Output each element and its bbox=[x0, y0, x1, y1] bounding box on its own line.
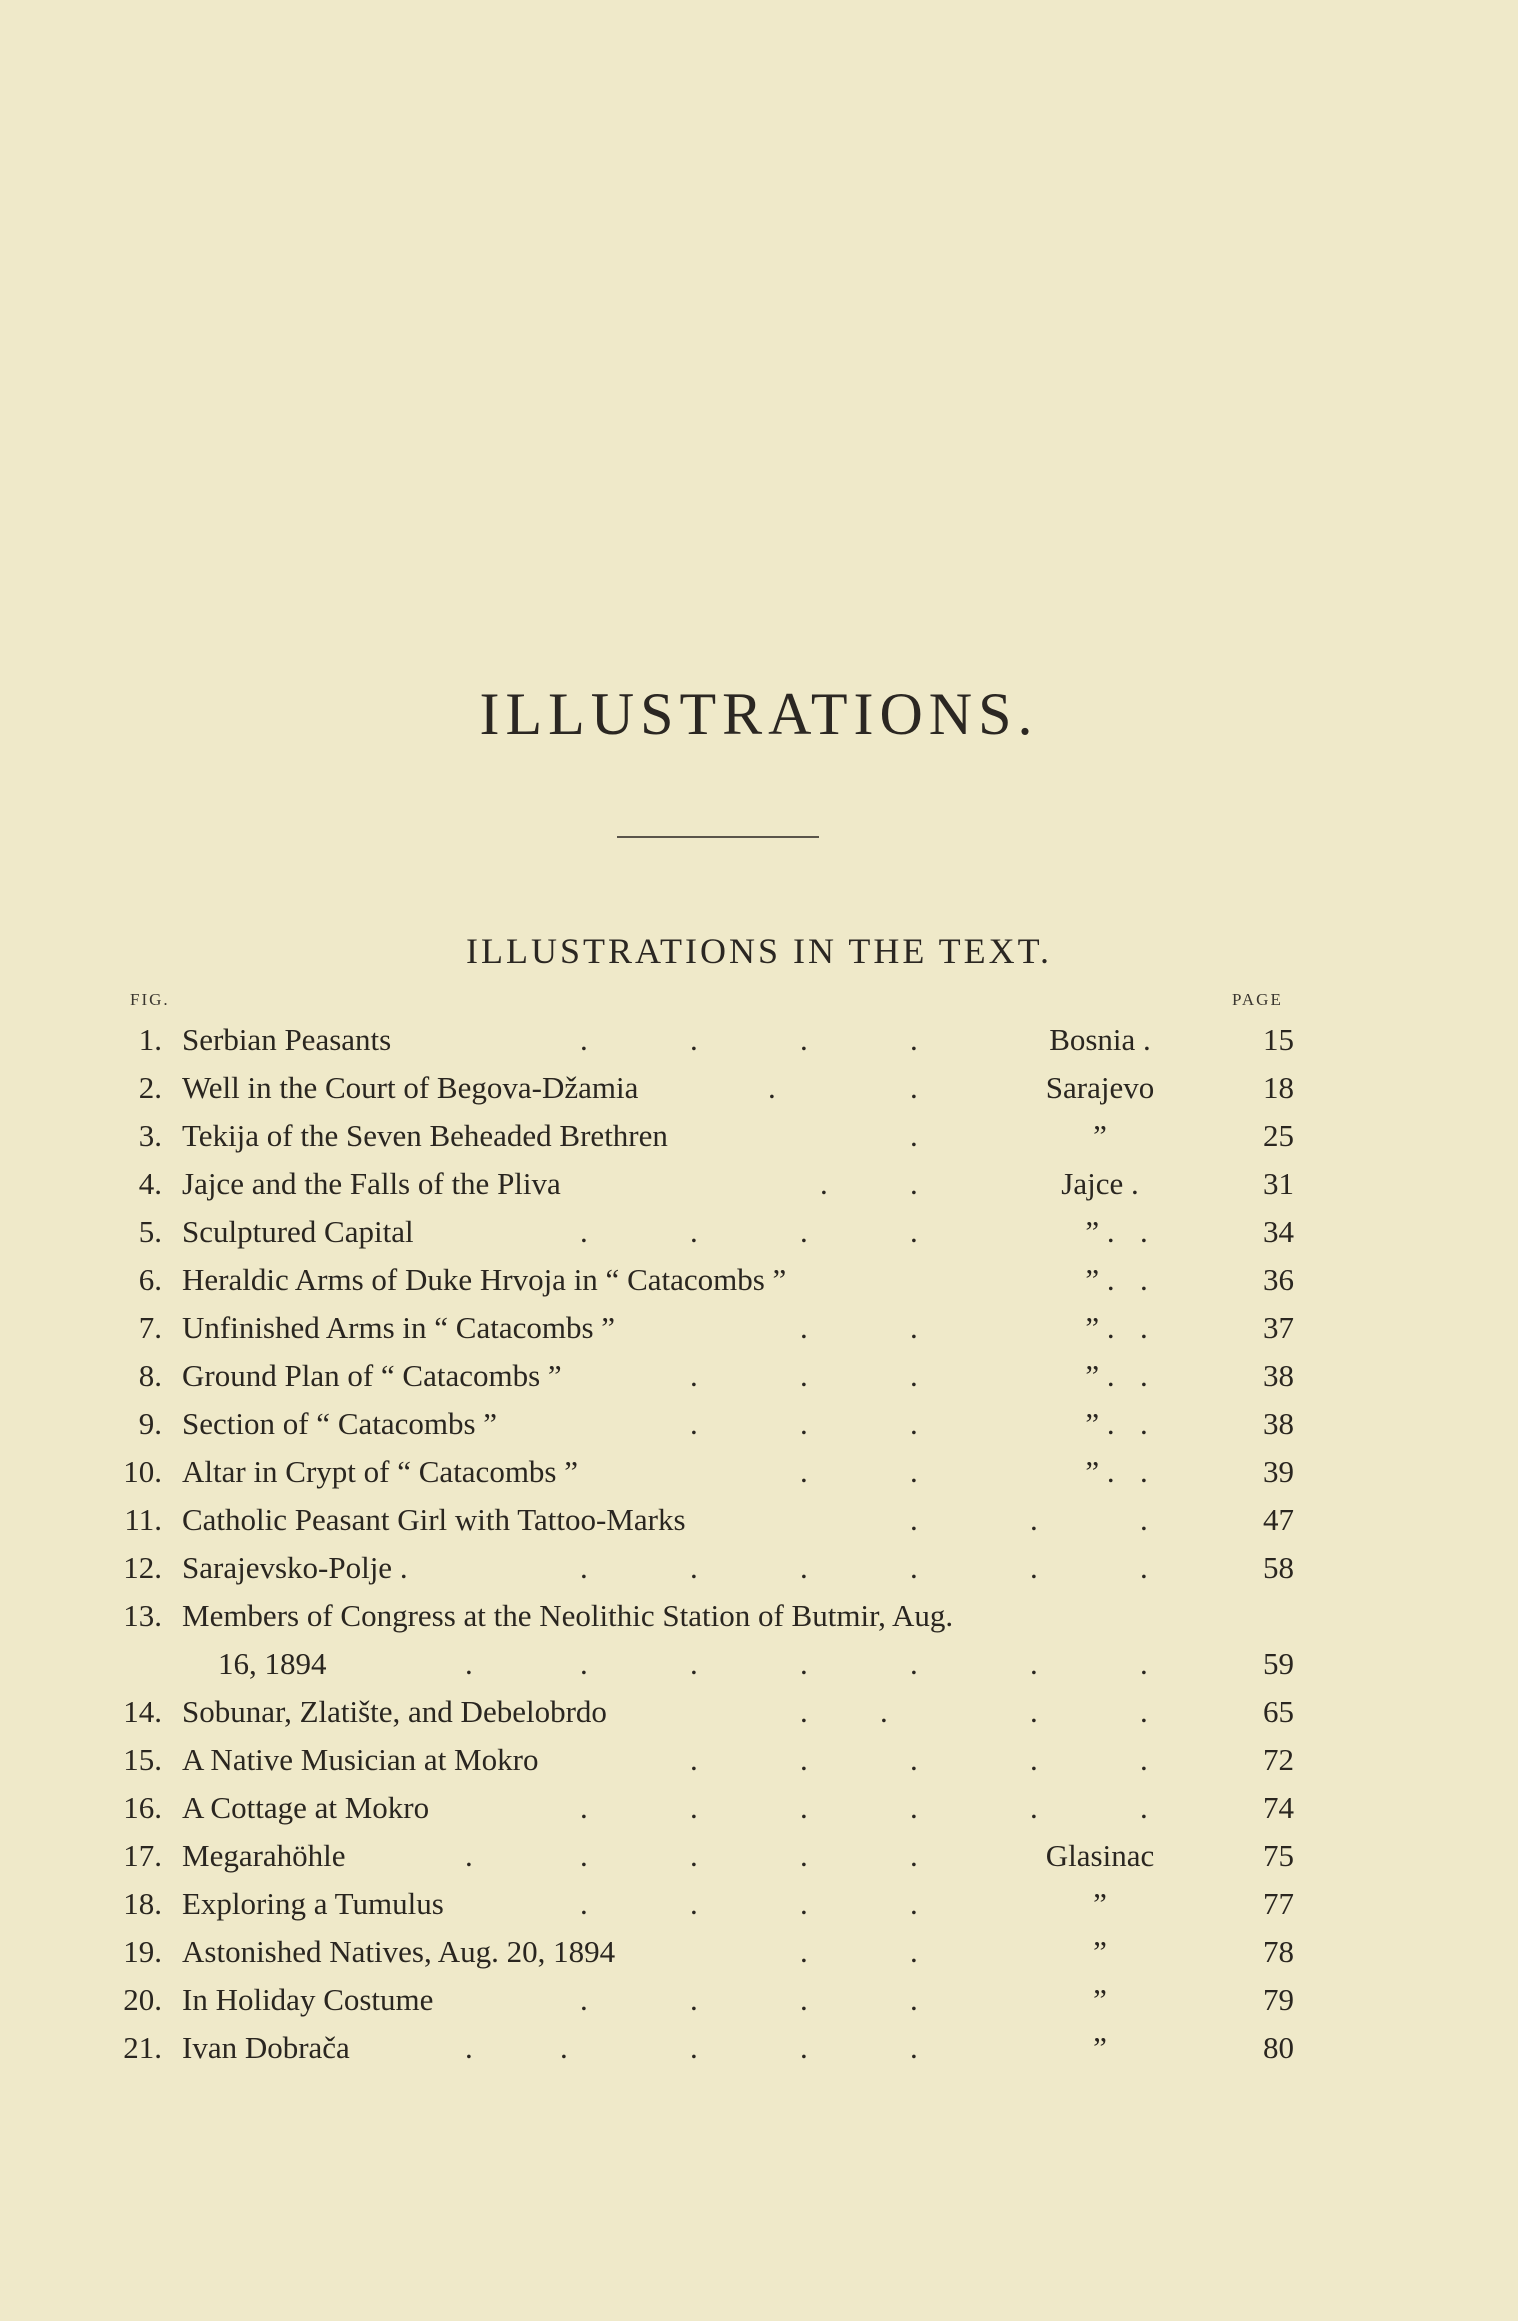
leader-dot: . bbox=[1140, 1742, 1148, 1777]
figure-number: 15. bbox=[123, 1742, 162, 1777]
figure-place: Sarajevo bbox=[1045, 1070, 1155, 1105]
leader-dot: . bbox=[910, 1550, 918, 1585]
figure-number: 12. bbox=[123, 1550, 162, 1585]
page-number: 38 bbox=[1263, 1358, 1294, 1393]
figure-number: 6. bbox=[138, 1262, 162, 1297]
illustration-list bbox=[0, 1016, 1518, 2072]
figure-place: ” bbox=[1093, 1118, 1107, 1153]
list-item bbox=[0, 1304, 1518, 1352]
leader-dot: . bbox=[580, 1838, 588, 1873]
figure-title: Jajce and the Falls of the Pliva bbox=[182, 1166, 561, 1201]
leader-dot: . bbox=[1140, 1262, 1148, 1297]
page-number: 18 bbox=[1263, 1070, 1294, 1105]
figure-title: Megarahöhle bbox=[182, 1838, 346, 1873]
leader-dot: . bbox=[800, 2030, 808, 2065]
leader-dot: . bbox=[1030, 1694, 1038, 1729]
leader-dot: . bbox=[910, 1934, 918, 1969]
page-number: 37 bbox=[1263, 1310, 1294, 1345]
figure-title: Heraldic Arms of Duke Hrvoja in “ Catacombs ” bbox=[182, 1262, 787, 1297]
leader-dot: . bbox=[910, 1070, 918, 1105]
leader-dot: . bbox=[1030, 1502, 1038, 1537]
page-number: 78 bbox=[1263, 1934, 1294, 1969]
leader-dot: . bbox=[1140, 1790, 1148, 1825]
leader-dot: . bbox=[910, 1166, 918, 1201]
figure-title: Tekija of the Seven Beheaded Brethren bbox=[182, 1118, 668, 1153]
leader-dot: . bbox=[800, 1742, 808, 1777]
leader-dot: . bbox=[910, 1790, 918, 1825]
leader-dot: . bbox=[690, 1550, 698, 1585]
leader-dot: . bbox=[820, 1166, 828, 1201]
page-number: 79 bbox=[1263, 1982, 1294, 2017]
figure-number: 4. bbox=[138, 1166, 162, 1201]
figure-number: 13. bbox=[123, 1598, 162, 1633]
leader-dot: . bbox=[1030, 1742, 1038, 1777]
leader-dot: . bbox=[910, 1022, 918, 1057]
leader-dot: . bbox=[690, 1358, 698, 1393]
figure-number: 14. bbox=[123, 1694, 162, 1729]
figure-place: ” bbox=[1093, 2030, 1107, 2065]
leader-dot: . bbox=[580, 1646, 588, 1681]
leader-dot: . bbox=[465, 1838, 473, 1873]
list-item bbox=[0, 1688, 1518, 1736]
leader-dot: . bbox=[465, 1646, 473, 1681]
leader-dot: . bbox=[690, 1742, 698, 1777]
leader-dot: . bbox=[1140, 1358, 1148, 1393]
leader-dot: . bbox=[910, 1454, 918, 1489]
list-item bbox=[0, 1160, 1518, 1208]
figure-place: ” . bbox=[1085, 1454, 1115, 1489]
list-item bbox=[0, 1880, 1518, 1928]
leader-dot: . bbox=[1140, 1646, 1148, 1681]
page-number: 58 bbox=[1263, 1550, 1294, 1585]
leader-dot: . bbox=[768, 1070, 776, 1105]
page-number: 77 bbox=[1263, 1886, 1294, 1921]
section-subtitle: ILLUSTRATIONS IN THE TEXT. bbox=[466, 931, 1052, 971]
figure-number: 10. bbox=[123, 1454, 162, 1489]
figure-number: 7. bbox=[138, 1310, 162, 1345]
leader-dot: . bbox=[580, 1790, 588, 1825]
list-item bbox=[0, 1976, 1518, 2024]
leader-dot: . bbox=[580, 1982, 588, 2017]
list-item bbox=[0, 2024, 1518, 2072]
figure-title: Well in the Court of Begova-Džamia bbox=[182, 1070, 639, 1105]
leader-dot: . bbox=[690, 1838, 698, 1873]
leader-dot: . bbox=[800, 1454, 808, 1489]
leader-dot: . bbox=[910, 1838, 918, 1873]
leader-dot: . bbox=[800, 1214, 808, 1249]
leader-dot: . bbox=[690, 1406, 698, 1441]
figure-title: A Native Musician at Mokro bbox=[182, 1742, 539, 1777]
figure-place: ” bbox=[1093, 1934, 1107, 1969]
figure-number: 21. bbox=[123, 2030, 162, 2065]
figure-number: 16. bbox=[123, 1790, 162, 1825]
page-number: 80 bbox=[1263, 2030, 1294, 2065]
leader-dot: . bbox=[800, 1838, 808, 1873]
figure-title: Ivan Dobrača bbox=[182, 2030, 350, 2065]
page-number: 39 bbox=[1263, 1454, 1294, 1489]
figure-title: Sobunar, Zlatište, and Debelobrdo bbox=[182, 1694, 607, 1729]
leader-dot: . bbox=[580, 1022, 588, 1057]
leader-dot: . bbox=[1140, 1454, 1148, 1489]
fig-column-header: FIG. bbox=[130, 990, 170, 1009]
list-item bbox=[0, 1496, 1518, 1544]
list-item bbox=[0, 1832, 1518, 1880]
figure-title: Exploring a Tumulus bbox=[182, 1886, 444, 1921]
page-number: 31 bbox=[1263, 1166, 1294, 1201]
leader-dot: . bbox=[800, 1646, 808, 1681]
leader-dot: . bbox=[800, 1934, 808, 1969]
list-item bbox=[0, 1400, 1518, 1448]
figure-number: 17. bbox=[123, 1838, 162, 1873]
leader-dot: . bbox=[690, 1790, 698, 1825]
figure-title: Unfinished Arms in “ Catacombs ” bbox=[182, 1310, 616, 1345]
list-item bbox=[0, 1208, 1518, 1256]
leader-dot: . bbox=[580, 1550, 588, 1585]
list-item bbox=[0, 1544, 1518, 1592]
list-item bbox=[0, 1592, 1518, 1640]
figure-title: A Cottage at Mokro bbox=[182, 1790, 430, 1825]
figure-place: Jajce . bbox=[1061, 1166, 1139, 1201]
page-number: 65 bbox=[1263, 1694, 1294, 1729]
figure-place: Bosnia . bbox=[1049, 1022, 1151, 1057]
figure-number: 20. bbox=[123, 1982, 162, 2017]
list-item bbox=[0, 1928, 1518, 1976]
leader-dot: . bbox=[580, 1214, 588, 1249]
figure-place: ” bbox=[1093, 1982, 1107, 2017]
page-number: 47 bbox=[1263, 1502, 1294, 1537]
leader-dot: . bbox=[800, 1358, 808, 1393]
leader-dot: . bbox=[1140, 1694, 1148, 1729]
leader-dot: . bbox=[800, 1886, 808, 1921]
page-number: 15 bbox=[1263, 1022, 1294, 1057]
figure-place: ” . bbox=[1085, 1310, 1115, 1345]
figure-title: Altar in Crypt of “ Catacombs ” bbox=[182, 1454, 579, 1489]
leader-dot: . bbox=[580, 1886, 588, 1921]
leader-dot: . bbox=[800, 1550, 808, 1585]
figure-title: 16, 1894 bbox=[218, 1646, 327, 1681]
leader-dot: . bbox=[880, 1694, 888, 1729]
page-number: 25 bbox=[1263, 1118, 1294, 1153]
leader-dot: . bbox=[800, 1694, 808, 1729]
title-rule bbox=[617, 836, 819, 838]
list-item bbox=[0, 1448, 1518, 1496]
list-item bbox=[0, 1352, 1518, 1400]
leader-dot: . bbox=[690, 1646, 698, 1681]
leader-dot: . bbox=[1140, 1502, 1148, 1537]
page-number: 75 bbox=[1263, 1838, 1294, 1873]
leader-dot: . bbox=[1140, 1310, 1148, 1345]
figure-title: Members of Congress at the Neolithic Station of Butmir, Aug. bbox=[182, 1598, 954, 1633]
leader-dot: . bbox=[800, 1982, 808, 2017]
leader-dot: . bbox=[910, 1118, 918, 1153]
list-item bbox=[0, 1016, 1518, 1064]
leader-dot: . bbox=[465, 2030, 473, 2065]
figure-place: ” bbox=[1093, 1886, 1107, 1921]
figure-place: ” . bbox=[1085, 1358, 1115, 1393]
list-item bbox=[0, 1736, 1518, 1784]
leader-dot: . bbox=[1140, 1406, 1148, 1441]
leader-dot: . bbox=[910, 1742, 918, 1777]
figure-number: 5. bbox=[138, 1214, 162, 1249]
leader-dot: . bbox=[800, 1406, 808, 1441]
leader-dot: . bbox=[800, 1022, 808, 1057]
figure-number: 8. bbox=[138, 1358, 162, 1393]
leader-dot: . bbox=[910, 1406, 918, 1441]
leader-dot: . bbox=[1030, 1790, 1038, 1825]
leader-dot: . bbox=[910, 1646, 918, 1681]
figure-title: In Holiday Costume bbox=[182, 1982, 434, 2017]
figure-number: 11. bbox=[124, 1502, 162, 1537]
list-item bbox=[0, 1064, 1518, 1112]
page-number: 34 bbox=[1263, 1214, 1294, 1249]
list-item bbox=[0, 1640, 1518, 1688]
list-item bbox=[0, 1784, 1518, 1832]
figure-title: Catholic Peasant Girl with Tattoo-Marks bbox=[182, 1502, 686, 1537]
leader-dot: . bbox=[800, 1310, 808, 1345]
figure-number: 19. bbox=[123, 1934, 162, 1969]
leader-dot: . bbox=[690, 2030, 698, 2065]
leader-dot: . bbox=[910, 1502, 918, 1537]
figure-title: Astonished Natives, Aug. 20, 1894 bbox=[182, 1934, 616, 1969]
figure-number: 3. bbox=[138, 1118, 162, 1153]
leader-dot: . bbox=[1140, 1214, 1148, 1249]
figure-title: Serbian Peasants bbox=[182, 1022, 392, 1057]
leader-dot: . bbox=[910, 2030, 918, 2065]
figure-title: Ground Plan of “ Catacombs ” bbox=[182, 1358, 562, 1393]
page-number: 74 bbox=[1263, 1790, 1294, 1825]
leader-dot: . bbox=[910, 1310, 918, 1345]
page-column-header: PAGE bbox=[1232, 990, 1283, 1009]
leader-dot: . bbox=[690, 1214, 698, 1249]
leader-dot: . bbox=[910, 1358, 918, 1393]
figure-place: ” . bbox=[1085, 1262, 1115, 1297]
leader-dot: . bbox=[690, 1886, 698, 1921]
figure-number: 1. bbox=[138, 1022, 162, 1057]
leader-dot: . bbox=[910, 1982, 918, 2017]
leader-dot: . bbox=[1030, 1646, 1038, 1681]
leader-dot: . bbox=[690, 1022, 698, 1057]
list-item bbox=[0, 1112, 1518, 1160]
figure-place: ” . bbox=[1085, 1214, 1115, 1249]
figure-place: ” . bbox=[1085, 1406, 1115, 1441]
leader-dot: . bbox=[1140, 1550, 1148, 1585]
page-number: 72 bbox=[1263, 1742, 1294, 1777]
figure-number: 2. bbox=[138, 1070, 162, 1105]
figure-title: Section of “ Catacombs ” bbox=[182, 1406, 498, 1441]
leader-dot: . bbox=[1030, 1550, 1038, 1585]
figure-number: 9. bbox=[138, 1406, 162, 1441]
leader-dot: . bbox=[910, 1886, 918, 1921]
page-number: 59 bbox=[1263, 1646, 1294, 1681]
page-number: 36 bbox=[1263, 1262, 1294, 1297]
page-number: 38 bbox=[1263, 1406, 1294, 1441]
leader-dot: . bbox=[690, 1982, 698, 2017]
list-item bbox=[0, 1256, 1518, 1304]
figure-title: Sarajevsko-Polje . bbox=[182, 1550, 408, 1585]
figure-place: Glasinac bbox=[1045, 1838, 1155, 1873]
figure-number: 18. bbox=[123, 1886, 162, 1921]
figure-title: Sculptured Capital bbox=[182, 1214, 414, 1249]
page-title: ILLUSTRATIONS. bbox=[479, 681, 1039, 747]
leader-dot: . bbox=[560, 2030, 568, 2065]
leader-dot: . bbox=[910, 1214, 918, 1249]
leader-dot: . bbox=[800, 1790, 808, 1825]
